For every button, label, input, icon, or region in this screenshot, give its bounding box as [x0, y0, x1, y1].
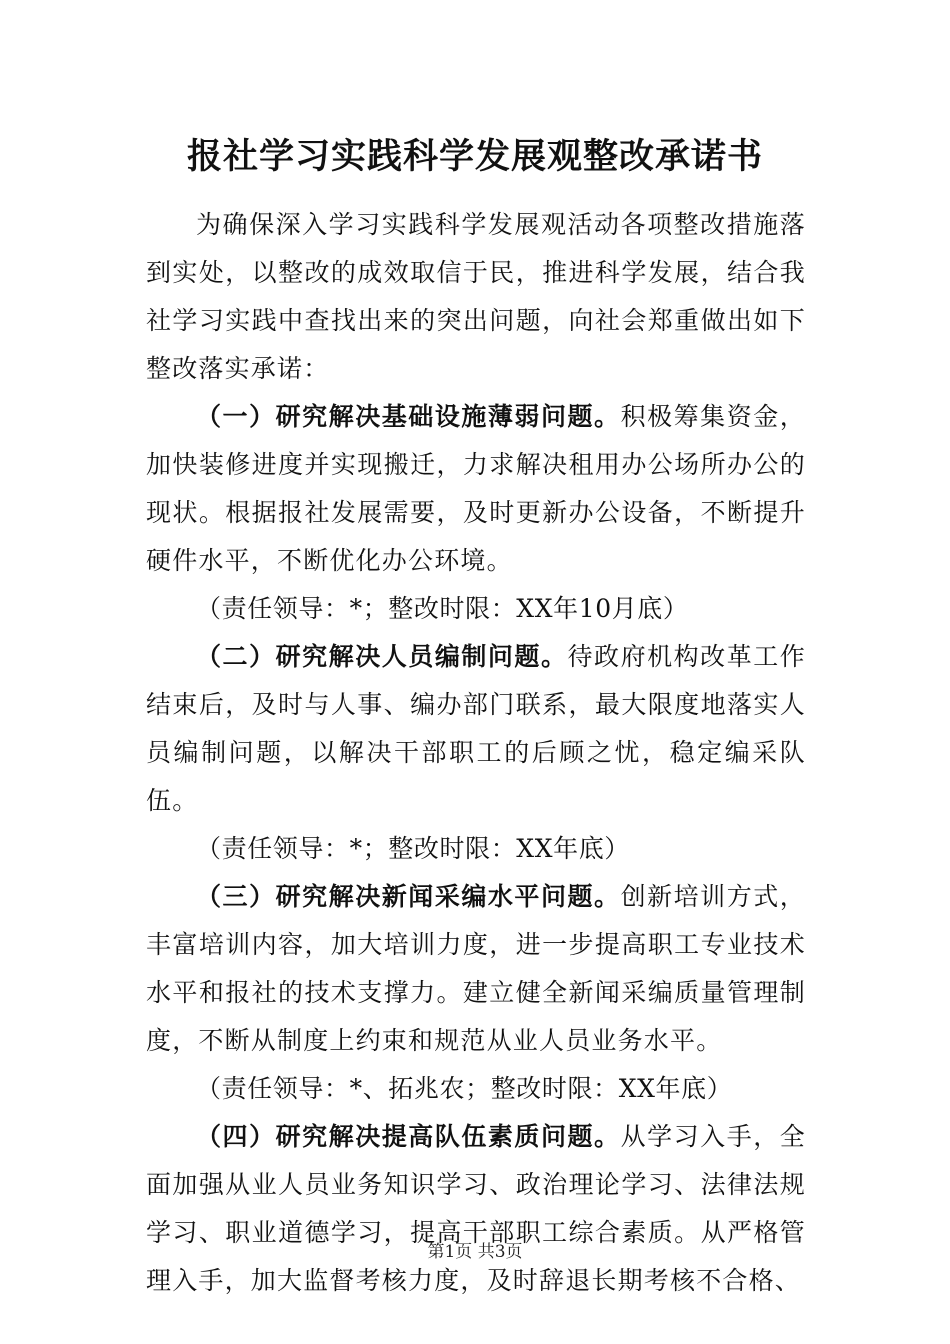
section-3-heading: （三）研究解决新闻采编水平问题。 — [196, 882, 621, 911]
section-1-heading: （一）研究解决基础设施薄弱问题。 — [196, 402, 621, 431]
page-footer: 第1页 共3页 — [427, 1242, 523, 1262]
section-3-paragraph — [146, 873, 806, 1065]
section-2-note: （责任领导：*；整改时限：XX年底） — [196, 834, 630, 863]
document-title: 报社学习实践科学发展观整改承诺书 — [186, 136, 763, 177]
section-3-text: 创新培训方式，丰富培训内容，加大培训力度，进一步提高职工专业技术水平和报社的技术支撑力。建立健全新闻采编质量管理制度，不断从制度上约束和规范从业人员业务水平。 — [146, 882, 806, 1055]
section-4-text: 从学习入手，全面加强从业人员业务知识学习、政治理论学习、法律法规学习、职业道德学习，提高干部职工综合素质。从严格管理入手，加大监督考核力度，及时辞退长期考核不合格、 — [146, 1122, 806, 1295]
section-1-note: （责任领导：*；整改时限：XX年10月底） — [196, 594, 689, 623]
document-body — [146, 201, 806, 1305]
section-1-paragraph — [146, 393, 806, 585]
section-2-heading: （二）研究解决人员编制问题。 — [196, 642, 568, 671]
section-2-paragraph — [146, 633, 806, 825]
section-1-text: 积极筹集资金，加快装修进度并实现搬迁，力求解决租用办公场所办公的现状。根据报社发展需要，及时更新办公设备，不断提升硬件水平，不断优化办公环境。 — [146, 402, 806, 575]
section-4-paragraph — [146, 1113, 806, 1305]
intro-paragraph: 为确保深入学习实践科学发展观活动各项整改措施落到实处，以整改的成效取信于民，推进科学发展，结合我社学习实践中查找出来的突出问题，向社会郑重做出如下整改落实承诺： — [146, 210, 806, 383]
section-3-note: （责任领导：*、拓兆农；整改时限：XX年底） — [196, 1074, 733, 1103]
section-4-heading: （四）研究解决提高队伍素质问题。 — [196, 1122, 621, 1151]
section-2-text: 待政府机构改革工作结束后，及时与人事、编办部门联系，最大限度地落实人员编制问题，以解决干部职工的后顾之忧，稳定编采队伍。 — [146, 642, 806, 815]
